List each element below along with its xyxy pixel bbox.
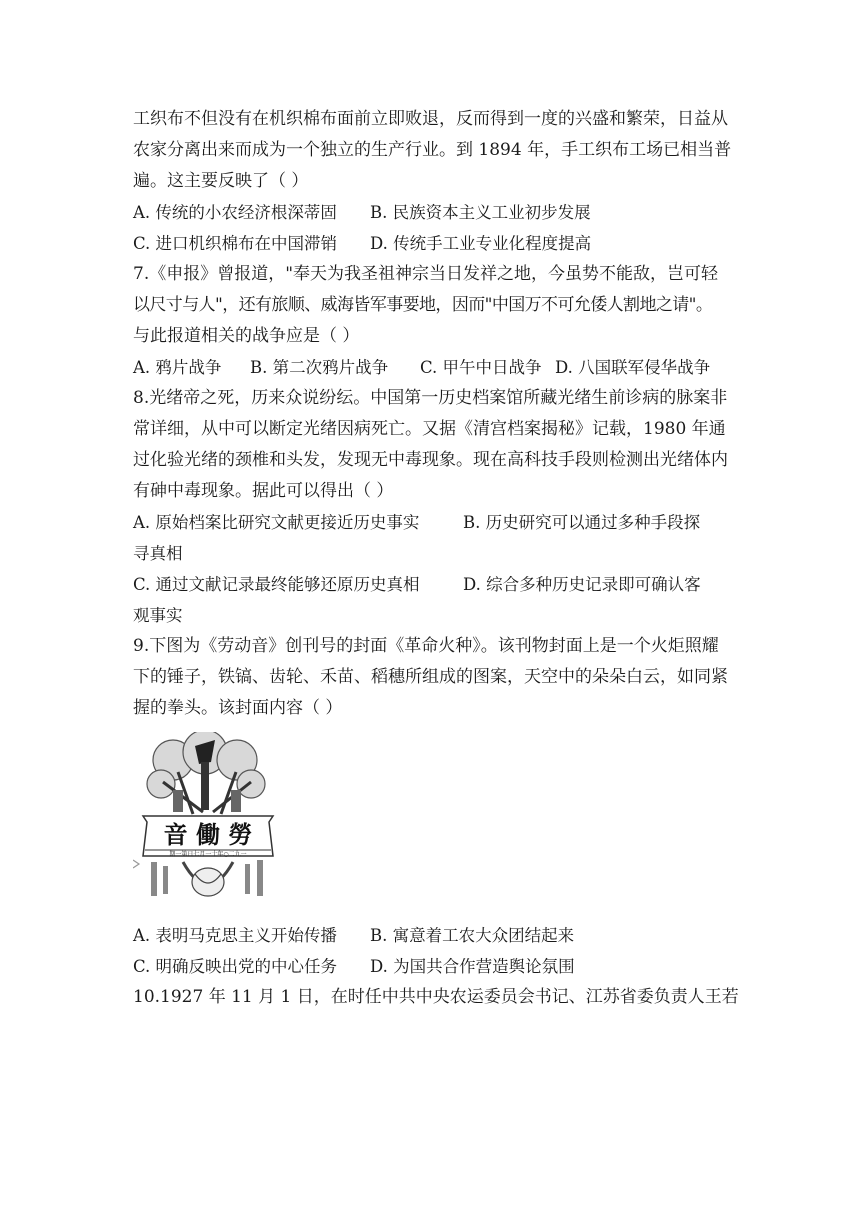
question-text-line: 下的锤子，铁镐、齿轮、禾苗、稻穗所组成的图案，天空中的朵朵白云，如同紧 — [133, 667, 728, 687]
option-c[interactable]: C. 通过文献记录最终能够还原历史真相 — [133, 575, 420, 594]
cover-illustration — [133, 732, 283, 912]
question-text-line: 过化验光绪的颈椎和头发，发现无中毒现象。现在高科技手段则检测出光绪体内 — [133, 450, 728, 470]
question-text-line: 8.光绪帝之死，历来众说纷纭。中国第一历史档案馆所藏光绪生前诊病的脉案非 — [133, 388, 728, 408]
question-text-line: 常详细，从中可以断定光绪因病死亡。又据《清宫档案揭秘》记载，1980 年通 — [133, 419, 726, 439]
magazine-cover-image — [133, 732, 283, 912]
option-row — [133, 951, 733, 982]
question-text-line: 有砷中毒现象。据此可以得出（ ） — [133, 481, 394, 501]
option-d[interactable]: D. 综合多种历史记录即可确认客 — [463, 575, 701, 594]
question-text-line: 7.《申报》曾报道，"奉天为我圣祖神宗当日发祥之地，今虽势不能敌，岂可轻 — [133, 264, 719, 284]
question-text-line: 握的拳头。该封面内容（ ） — [133, 698, 343, 718]
option-row — [133, 197, 733, 228]
option-b[interactable]: B. 第二次鸦片战争 — [250, 358, 389, 377]
cover-date-line: 期一第日七月一十年○二九一 — [169, 851, 247, 858]
question-text-line: 遍。这主要反映了（ ） — [133, 171, 309, 191]
question-10 — [133, 982, 739, 1013]
question-text-line: 9.下图为《劳动音》创刊号的封面《革命火种》。该刊物封面上是一个火炬照耀 — [133, 636, 719, 656]
option-b-continued: 寻真相 — [133, 544, 183, 563]
question-text-line: 农家分离出来而成为一个独立的生产行业。到 1894 年，手工织布工场已相当普 — [133, 140, 732, 160]
option-d-continued: 观事实 — [133, 606, 183, 625]
option-c[interactable]: C. 明确反映出党的中心任务 — [133, 957, 338, 976]
option-row — [133, 352, 733, 383]
question-9 — [133, 631, 733, 982]
option-row — [133, 507, 733, 538]
option-d[interactable]: D. 为国共合作营造舆论氛围 — [370, 957, 575, 976]
option-b[interactable]: B. 寓意着工农大众团结起来 — [370, 926, 575, 945]
question-text-line: 工织布不但没有在机织棉布面前立即败退，反而得到一度的兴盛和繁荣，日益从 — [133, 109, 728, 129]
option-continuation — [133, 538, 733, 569]
option-a[interactable]: A. 传统的小农经济根深蒂固 — [133, 203, 337, 222]
option-a[interactable]: A. 原始档案比研究文献更接近历史事实 — [133, 513, 420, 532]
option-a[interactable]: A. 表明马克思主义开始传播 — [133, 926, 337, 945]
option-a[interactable]: A. 鸦片战争 — [133, 358, 222, 377]
option-row — [133, 228, 733, 259]
option-d[interactable]: D. 传统手工业专业化程度提高 — [370, 234, 592, 253]
question-text-line: 10.1927 年 11 月 1 日，在时任中共中央农运委员会书记、江苏省委负责人王若 — [133, 987, 739, 1007]
option-row — [133, 920, 733, 951]
option-continuation — [133, 600, 733, 631]
question-text-line: 与此报道相关的战争应是（ ） — [133, 326, 360, 346]
option-c[interactable]: C. 甲午中日战争 — [420, 358, 542, 377]
option-d[interactable]: D. 八国联军侵华战争 — [555, 358, 711, 377]
option-b[interactable]: B. 民族资本主义工业初步发展 — [370, 203, 591, 222]
question-text-line: 以尺寸与人"，还有旅顺、威海皆军事要地，因而"中国万不可允倭人割地之请"。 — [133, 295, 713, 315]
option-row — [133, 569, 733, 600]
option-c[interactable]: C. 进口机织棉布在中国滞销 — [133, 234, 338, 253]
question-6 — [133, 104, 733, 259]
question-column — [133, 104, 739, 1013]
cover-masthead: 音 働 勞 — [163, 820, 253, 849]
question-8 — [133, 383, 733, 631]
option-b[interactable]: B. 历史研究可以通过多种手段探 — [463, 513, 701, 532]
question-7 — [133, 259, 733, 383]
